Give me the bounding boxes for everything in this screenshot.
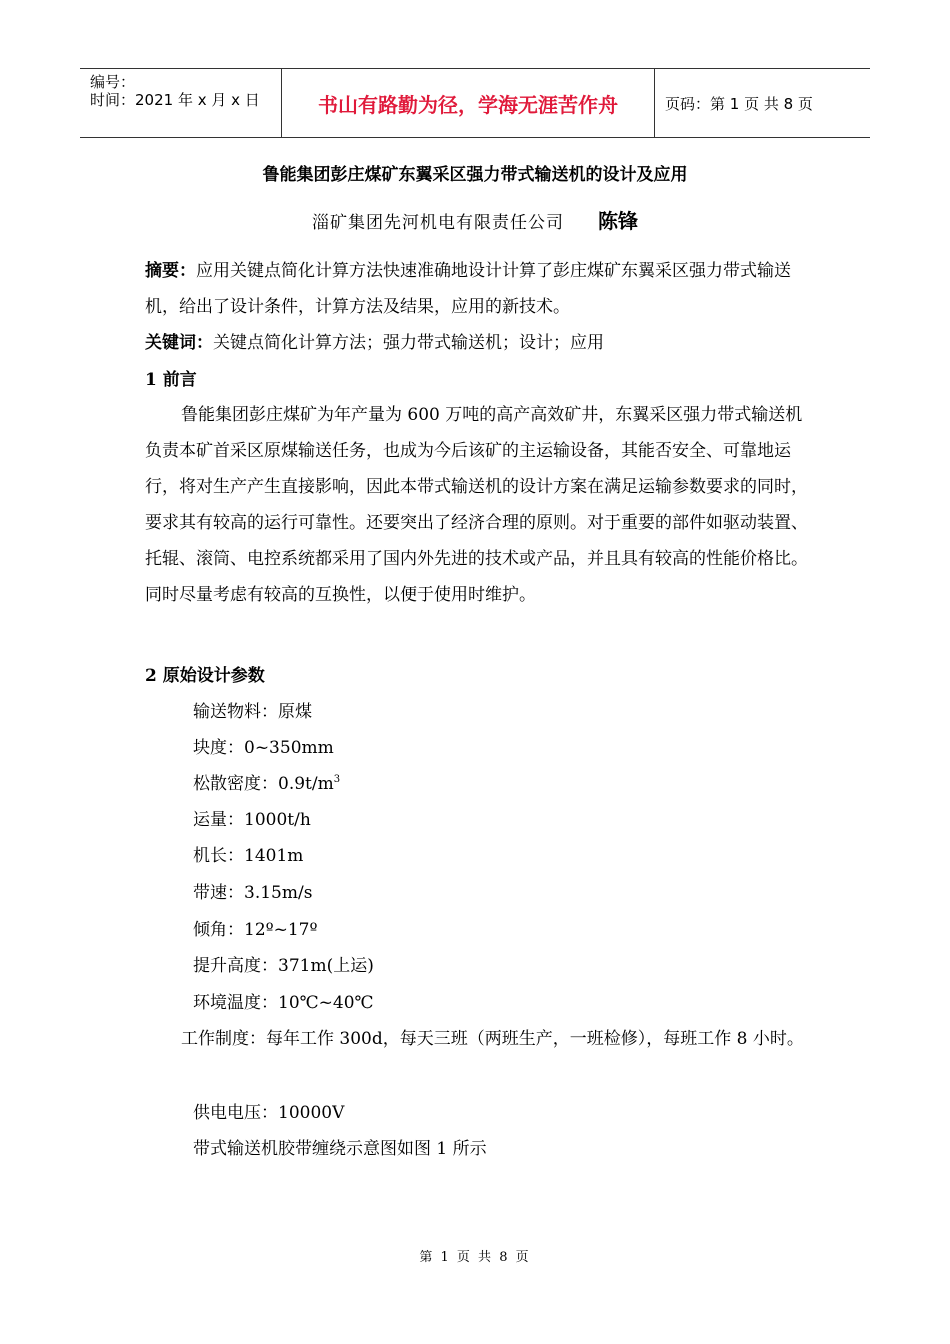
author-name: 陈锋 <box>598 209 638 233</box>
document-title: 鲁能集团彭庄煤矿东翼采区强力带式输送机的设计及应用 <box>262 165 688 185</box>
param-ambient-temperature: 环境温度：10℃~40℃ <box>193 993 374 1013</box>
param-bulk-density <box>193 766 858 802</box>
keywords <box>145 325 810 361</box>
header-meta <box>80 69 281 137</box>
abstract-text: 应用关键点简化计算方法快速准确地设计计算了彭庄煤矿东翼采区强力带式输送机，给出了设计条件，计算方法及结果，应用的新技术。 <box>145 261 791 317</box>
keywords-label: 关键词： <box>145 333 213 353</box>
param-incline: 倾角：12º~17º <box>193 920 318 940</box>
param-supply-voltage: 供电电压：10000V <box>193 1103 345 1123</box>
param-material: 输送物料：原煤 <box>193 702 312 722</box>
param-lift-height: 提升高度：371m(上运) <box>193 956 374 976</box>
author-line <box>0 205 950 234</box>
section2-heading: 2 原始设计参数 <box>145 666 265 686</box>
document-header <box>80 68 870 138</box>
param-work-system: 工作制度：每年工作 300d，每天三班（两班生产，一班检修），每班工作 8 小时。 <box>181 1029 804 1049</box>
param-bulk-density-value: 松散密度：0.9t/m <box>193 774 334 794</box>
param-capacity: 运量：1000t/h <box>193 810 311 830</box>
header-page-info: 页码：第 1 页 共 8 页 <box>665 94 813 113</box>
section1-heading: 1 前言 <box>145 370 197 390</box>
param-belt-speed: 带速：3.15m/s <box>193 883 313 903</box>
abstract-label: 摘要： <box>145 261 196 281</box>
figure-reference: 带式输送机胶带缠绕示意图如图 1 所示 <box>193 1139 487 1159</box>
header-motto: 书山有路勤为径，学海无涯苦作舟 <box>318 92 618 117</box>
page-footer: 第 1 页 共 8 页 <box>419 1250 531 1265</box>
abstract <box>145 253 810 325</box>
number-label: 编号： <box>90 73 136 91</box>
superscript: 3 <box>333 774 341 785</box>
section1-body: 鲁能集团彭庄煤矿为年产量为 600 万吨的高产高效矿井，东翼采区强力带式输送机负责本矿首采区原煤输送任务，也成为今后该矿的主运输设备，其能否安全、可靠地运行，将对生产产生直接影响，因此本带式输送机的设计方案在满足运输参数要求的同时，要求其有较高的运行可靠性。还要突出了经济合理的原则。对于重要的部件如驱动装置、托辊、滚筒、电控系统都采用了国内外先进的技术或产品，并且具有较高的性能价格比。同时尽量考虑有较高的互换性，以便于使用时维护。 <box>145 405 808 605</box>
keywords-text: 关键点简化计算方法；强力带式输送机；设计；应用 <box>213 333 604 353</box>
param-length: 机长：1401m <box>193 846 304 866</box>
param-lump-size: 块度：0~350mm <box>193 738 334 758</box>
header-motto-cell <box>281 69 655 137</box>
author-organization: 淄矿集团先河机电有限责任公司 <box>312 213 564 233</box>
date-label: 时间：2021 年 x 月 x 日 <box>90 91 260 109</box>
